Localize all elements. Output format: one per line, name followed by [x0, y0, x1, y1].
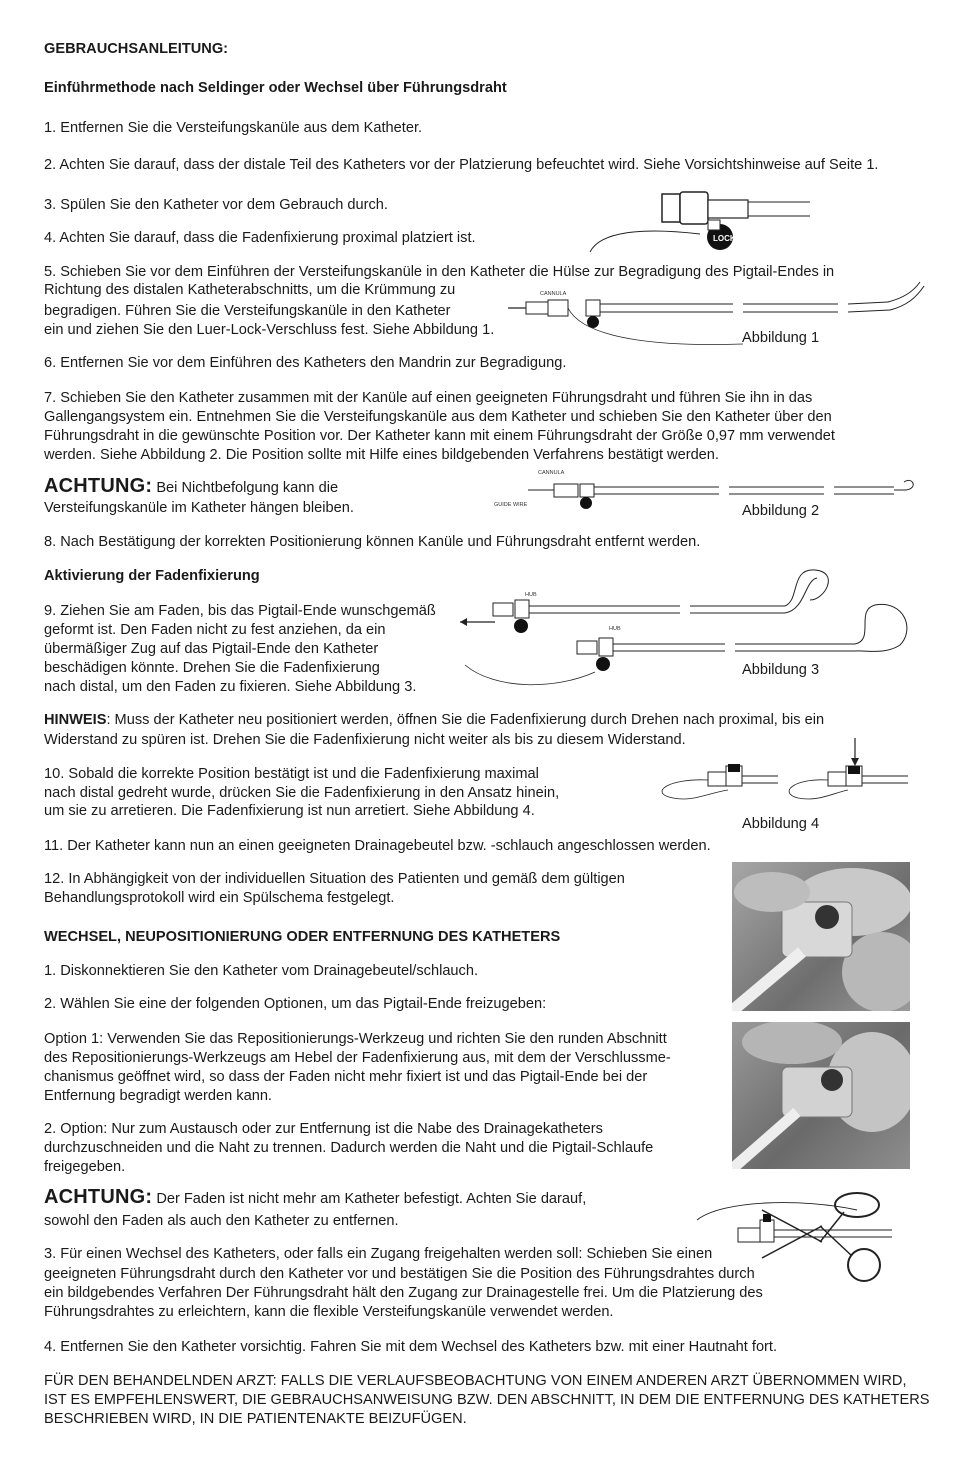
exchange-step-3-line-4: Führungsdrahtes zu erleichtern, kann die flexible Versteifungskanüle verwendet werden. [44, 1304, 614, 1320]
guide-wire-label: GUIDE WIRE [494, 502, 528, 508]
exchange-step-3-line-2: geeigneten Führungsdraht durch den Katheter vor und bestätigen Sie die Position des Führungsdrahtes durch [44, 1266, 755, 1282]
figure-4-illustration [648, 738, 918, 816]
step-9-line-1: 9. Ziehen Sie am Faden, bis das Pigtail-Ende wunschgemäß [44, 603, 436, 619]
step-11: 11. Der Katheter kann nun an einen geeigneten Drainagebeutel bzw. -schlauch angeschlossen werden. [44, 838, 711, 854]
cannula-label: CANNULA [540, 291, 567, 297]
figure-1-illustration [508, 278, 928, 348]
option-1-line-3: chanismus geöffnet wird, so dass der Faden nicht mehr fixiert ist und das Pigtail-Ende bei der [44, 1069, 648, 1085]
option-2-line-2: durchzuschneiden und die Naht zu trennen. Dadurch werden die Naht und die Pigtail-Schlaufe [44, 1140, 654, 1156]
exchange-step-1: 1. Diskonnektieren Sie den Katheter vom Drainagebeutel/schlauch. [44, 963, 479, 979]
step-6: 6. Entfernen Sie vor dem Einführen des Katheters den Mandrin zur Begradigung. [44, 355, 567, 371]
option-1-line-1: Option 1: Verwenden Sie das Repositionierungs-Werkzeug und richten Sie den runden Abschnitt [44, 1031, 667, 1047]
hinweis-label: HINWEIS [44, 712, 107, 728]
page-heading: GEBRAUCHSANLEITUNG: [44, 41, 229, 57]
achtung-1-line-1 [44, 477, 338, 498]
scissors-cut-illustration [692, 1180, 907, 1285]
exchange-step-3-line-1: 3. Für einen Wechsel des Katheters, oder falls ein Zugang freigehalten werden soll: Schieben Sie einen [44, 1246, 713, 1262]
step-7-line-3: Führungsdraht in die gewünschte Position vor. Der Katheter kann mit einem Führungsdraht der Größe 0,97 mm verwendet [44, 428, 835, 444]
figure-2-illustration [494, 466, 924, 516]
achtung-label: ACHTUNG: [44, 475, 153, 497]
figure-3-caption: Abbildung 3 [742, 662, 820, 678]
option-1-line-2: des Repositionierungs-Werkzeugs am Hebel der Fadenfixierung aus, mit dem der Verschlussme- [44, 1050, 671, 1066]
cannula-label: CANNULA [538, 470, 565, 476]
achtung-1-line-2: Versteifungskanüle im Katheter hängen bleiben. [44, 500, 354, 516]
step-2: 2. Achten Sie darauf, dass der distale Teil des Katheters vor der Platzierung befeuchtet wird. Siehe Vorsichtshinweise auf Seite 1. [44, 157, 879, 173]
exchange-step-3-line-3: ein bildgebendes Verfahren Der Führungsdraht hält den Zugang zur Drainagestelle frei. Um die Platzierung des [44, 1285, 763, 1301]
step-9-line-5: nach distal, um den Faden zu fixieren. Siehe Abbildung 3. [44, 679, 417, 695]
hub-label: HUB [525, 592, 537, 598]
step-5-line-2: Richtung des distalen Katheterabschnitts, um die Krümmung zu [44, 282, 456, 298]
hub-label: HUB [609, 626, 621, 632]
figure-3-illustration [455, 560, 925, 695]
step-4: 4. Achten Sie darauf, dass die Fadenfixierung proximal platziert ist. [44, 230, 476, 246]
activation-heading: Aktivierung der Fadenfixierung [44, 568, 260, 584]
achtung-2-line-2: sowohl den Faden als auch den Katheter zu entfernen. [44, 1213, 399, 1229]
step-8: 8. Nach Bestätigung der korrekten Positionierung können Kanüle und Führungsdraht entfernt werden. [44, 534, 701, 550]
achtung-2-line-1 [44, 1188, 586, 1209]
hinweis-line-2: Widerstand zu spüren ist. Drehen Sie die Fadenfixierung nicht weiter als bis zu diesem Widerstand. [44, 732, 686, 748]
achtung-2-text: Der Faden ist nicht mehr am Katheter befestigt. Achten Sie darauf, [152, 1191, 587, 1207]
physician-note-line-3: BESCHRIEBEN WIRD, IN DIE PATIENTENAKTE BEIZUFÜGEN. [44, 1411, 467, 1427]
physician-note-line-2: IST ES EMPFEHLENSWERT, DIE GEBRAUCHSANWEISUNG BZW. DEN ABSCHNITT, IN DEM DIE ENTFERNUNG DES KATHETERS [44, 1392, 930, 1408]
step-9-line-3: übermäßiger Zug auf das Pigtail-Ende den Katheter [44, 641, 379, 657]
step-3: 3. Spülen Sie den Katheter vor dem Gebrauch durch. [44, 197, 388, 213]
section-subheading: Einführmethode nach Seldinger oder Wechsel über Führungsdraht [44, 80, 507, 96]
exchange-step-4: 4. Entfernen Sie den Katheter vorsichtig. Fahren Sie mit dem Wechsel des Katheters bzw. mit einer Hautnaht fort. [44, 1339, 778, 1355]
step-10-line-2: nach distal gedreht wurde, drücken Sie die Fadenfixierung in den Ansatz hinein, [44, 785, 560, 801]
step-1: 1. Entfernen Sie die Versteifungskanüle aus dem Katheter. [44, 120, 423, 136]
hub-closeup-illustration [580, 182, 810, 274]
step-5-line-1: 5. Schieben Sie vor dem Einführen der Versteifungskanüle in den Katheter die Hülse zur Begradigung des Pigtail-Endes in [44, 264, 835, 280]
achtung-1-text: Bei Nichtbefolgung kann die [152, 480, 339, 496]
hinweis-line-1 [44, 711, 824, 730]
lock-mark: LOCK [713, 234, 736, 243]
step-12-line-1: 12. In Abhängigkeit von der individuellen Situation des Patienten und gemäß dem gültigen [44, 871, 625, 887]
step-7-line-2: Gallengangsystem ein. Entnehmen Sie die Versteifungskanüle aus dem Katheter und schieben Sie den Katheter über den [44, 409, 832, 425]
exchange-step-2: 2. Wählen Sie eine der folgenden Optionen, um das Pigtail-Ende freizugeben: [44, 996, 547, 1012]
figure-2-caption: Abbildung 2 [742, 503, 820, 519]
step-9-line-2: geformt ist. Den Faden nicht zu fest anziehen, da ein [44, 622, 386, 638]
figure-4-caption: Abbildung 4 [742, 816, 820, 832]
step-5-line-4: ein und ziehen Sie den Luer-Lock-Verschluss fest. Siehe Abbildung 1. [44, 322, 495, 338]
option-2-line-1: 2. Option: Nur zum Austausch oder zur Entfernung ist die Nabe des Drainagekatheters [44, 1121, 603, 1137]
step-10-line-3: um sie zu arretieren. Die Fadenfixierung ist nun arretiert. Siehe Abbildung 4. [44, 803, 535, 819]
photo-hand-lock-2 [732, 1022, 910, 1169]
step-10-line-1: 10. Sobald die korrekte Position bestätigt ist und die Fadenfixierung maximal [44, 766, 539, 782]
step-7-line-1: 7. Schieben Sie den Katheter zusammen mit der Kanüle auf einen geeigneten Führungsdraht und führen Sie ihn in das [44, 390, 813, 406]
step-7-line-4: werden. Siehe Abbildung 2. Die Position sollte mit Hilfe eines bildgebenden Verfahrens bestätigt werden. [44, 447, 719, 463]
option-1-line-4: Entfernung begradigt werden kann. [44, 1088, 272, 1104]
hinweis-text: : Muss der Katheter neu positioniert werden, öffnen Sie die Fadenfixierung durch Drehen nach proximal, bis ein [106, 712, 825, 728]
step-9-line-4: beschädigen könnte. Drehen Sie die Fadenfixierung [44, 660, 380, 676]
figure-1-caption: Abbildung 1 [742, 330, 820, 346]
photo-hand-lock-1 [732, 862, 910, 1011]
step-12-line-2: Behandlungsprotokoll wird ein Spülschema festgelegt. [44, 890, 395, 906]
step-5-line-3: begradigen. Führen Sie die Versteifungskanüle in den Katheter [44, 303, 451, 319]
exchange-heading: WECHSEL, NEUPOSITIONIERUNG ODER ENTFERNUNG DES KATHETERS [44, 929, 561, 945]
physician-note-line-1: FÜR DEN BEHANDELNDEN ARZT: FALLS DIE VERLAUFSBEOBACHTUNG VON EINEM ANDEREN ARZT ÜBERNOMMEN WIRD, [44, 1373, 907, 1389]
achtung-label: ACHTUNG: [44, 1186, 153, 1208]
option-2-line-3: freigegeben. [44, 1159, 126, 1175]
